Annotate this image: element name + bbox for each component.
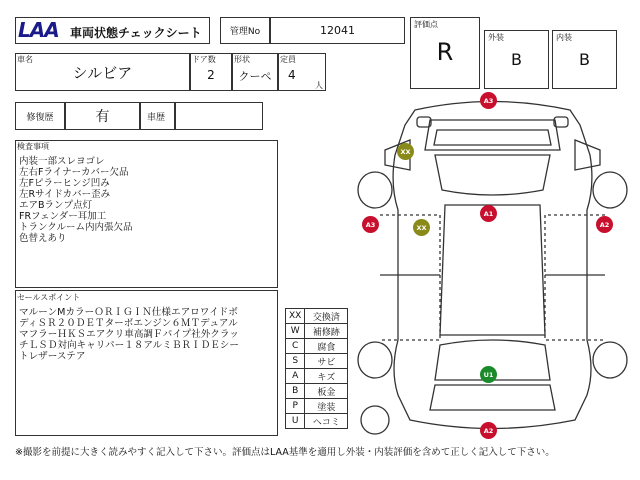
garage-label: 車歴 — [147, 112, 166, 123]
rear-left-wheel — [358, 342, 392, 378]
legend-meaning: 交換済 — [305, 309, 348, 324]
damage-marker: U1 — [480, 366, 497, 383]
car-trunk — [430, 385, 555, 410]
body-label: 形状 — [234, 55, 250, 64]
legend-code: C — [286, 339, 305, 354]
damage-marker: A3 — [362, 216, 379, 233]
legend-code: P — [286, 399, 305, 414]
doors-label: ドア数 — [192, 55, 216, 64]
legend-code: W — [286, 324, 305, 339]
inspection-line: エアBランプ点灯 — [19, 200, 93, 211]
damage-marker: A2 — [480, 422, 497, 439]
sales-line: トレザーステア — [19, 351, 86, 362]
sales-line: マフラーＨＫＳエアクリ車高調Ｆパイプ社外クラッ — [19, 329, 239, 340]
repair-label-cell — [15, 102, 65, 130]
damage-marker: XX — [397, 143, 414, 160]
sheet-title: 車両状態チェックシート — [70, 26, 202, 40]
legend-row — [286, 369, 348, 384]
interior-grade-value: B — [579, 50, 590, 69]
doors-value: 2 — [207, 68, 215, 82]
inspection-line: 左Rサイドカバー歪み — [19, 189, 111, 200]
laa-logo: LAA — [18, 18, 59, 42]
damage-marker: A1 — [480, 205, 497, 222]
mgmt-label: 管理No — [229, 27, 261, 37]
damage-legend — [285, 308, 348, 429]
car-rear-panel-right — [545, 275, 605, 340]
inspection-line: トランクルーム内内張欠品 — [19, 222, 133, 233]
car-cabin — [440, 205, 545, 335]
car-diagram — [355, 95, 630, 440]
legend-meaning: サビ — [305, 354, 348, 369]
mirror-right — [575, 140, 600, 170]
sales-line: チＬＳＤ対向キャリパー１８アルミＢＲＩＤＥシー — [19, 340, 239, 351]
car-hood-panel — [434, 130, 551, 145]
repair-value: 有 — [95, 109, 110, 125]
legend-row — [286, 354, 348, 369]
capacity-unit: 人 — [315, 81, 323, 90]
legend-row — [286, 324, 348, 339]
inspection-line: FRフェンダー耳加工 — [19, 211, 107, 222]
damage-marker: A3 — [480, 92, 497, 109]
garage-value-cell — [175, 102, 263, 130]
capacity-label: 定員 — [280, 55, 296, 64]
body-value: クーペ — [238, 70, 272, 83]
legend-meaning: 補修跡 — [305, 324, 348, 339]
repair-label: 修復歴 — [26, 112, 54, 123]
legend-code: A — [286, 369, 305, 384]
damage-marker: A2 — [596, 216, 613, 233]
exterior-grade-label: 外装 — [488, 33, 504, 42]
inspection-list — [19, 156, 133, 244]
mgmt-value: 12041 — [320, 24, 355, 37]
legend-row — [286, 309, 348, 324]
front-left-wheel — [358, 172, 392, 208]
interior-grade-label: 内装 — [556, 33, 572, 42]
legend-code: B — [286, 384, 305, 399]
legend-meaning: 塗装 — [305, 399, 348, 414]
legend-row — [286, 384, 348, 399]
sales-label: セールスポイント — [17, 293, 81, 302]
overall-grade-value: R — [436, 38, 454, 66]
rear-right-wheel — [593, 342, 627, 378]
legend-code: S — [286, 354, 305, 369]
legend-code: U — [286, 414, 305, 429]
legend-meaning: ヘコミ — [305, 414, 348, 429]
car-door-left — [380, 215, 440, 275]
mgmt-label-cell — [220, 17, 270, 44]
sales-line: マルーンMカラーＯＲＩＧＩＮ仕様エアロワイドボ — [19, 307, 238, 318]
overall-grade-label: 評価点 — [414, 20, 438, 29]
inspection-line: 左Fピラーヒンジ凹み — [19, 178, 110, 189]
sales-list — [19, 307, 239, 362]
legend-meaning: キズ — [305, 369, 348, 384]
car-windshield — [435, 155, 550, 195]
legend-row — [286, 399, 348, 414]
car-rear-panel-left — [380, 275, 440, 340]
sales-line: ディＳＲ２０ＤＥＴターボエンジン６ＭＴデュアル — [19, 318, 238, 329]
legend-meaning: 板金 — [305, 384, 348, 399]
front-right-wheel — [593, 172, 627, 208]
mgmt-value-cell — [270, 17, 405, 44]
footer-note: ※撮影を前提に大きく読みやすく記入して下さい。評価点はLAA基準を適用し外装・内装評価を含めて正しく記入して下さい。 — [15, 447, 555, 458]
garage-label-cell — [140, 102, 175, 130]
car-name-label: 車名 — [17, 55, 33, 64]
inspection-line: 色替えあり — [19, 233, 67, 244]
legend-meaning: 腐食 — [305, 339, 348, 354]
repair-value-cell — [65, 102, 140, 130]
legend-row — [286, 339, 348, 354]
legend-code: XX — [286, 309, 305, 324]
inspection-line: 左右Fライナーカバー欠品 — [19, 167, 129, 178]
capacity-value: 4 — [288, 68, 296, 82]
inspection-line: 内装一部スレヨゴレ — [19, 156, 105, 167]
exterior-grade-value: B — [511, 50, 522, 69]
spare-tire — [361, 406, 389, 434]
legend-row — [286, 414, 348, 429]
damage-marker: XX — [413, 219, 430, 236]
inspection-label: 検査事項 — [17, 142, 49, 151]
car-name-value: シルビア — [72, 64, 133, 82]
